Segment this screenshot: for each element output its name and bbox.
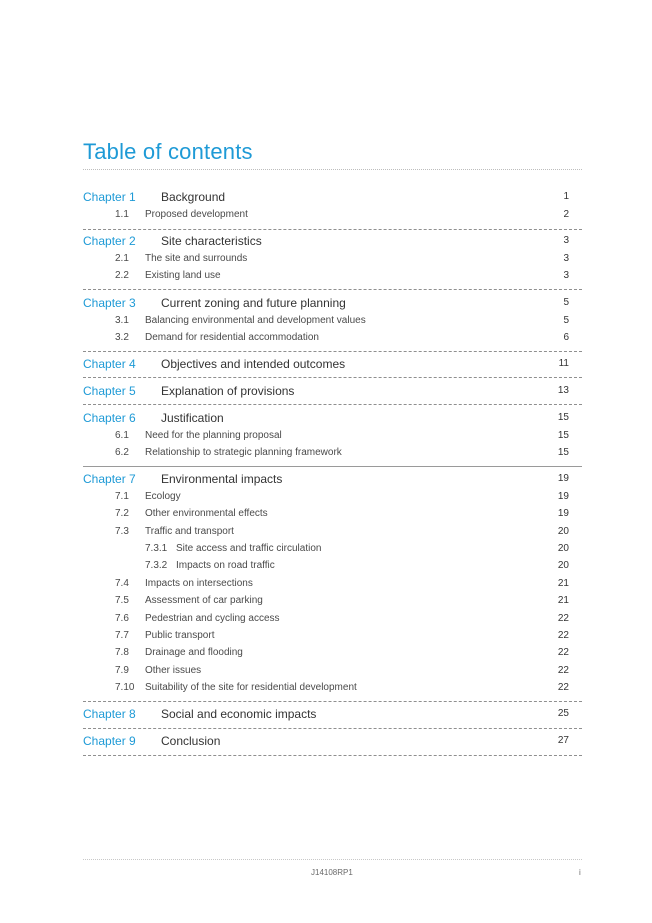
toc-entry-title: Impacts on intersections [145, 578, 253, 589]
toc-entry-title: Objectives and intended outcomes [161, 357, 346, 371]
toc-entry-title: Explanation of provisions [161, 384, 295, 398]
toc-entry-page: 22 [557, 613, 569, 624]
footer-rule [83, 859, 582, 860]
toc-entry-page: 27 [557, 735, 569, 746]
toc-entry-page: 3 [563, 235, 569, 246]
toc-entry-title: Traffic and transport [145, 526, 234, 537]
chapter-separator [83, 728, 582, 729]
toc-entry-title: Site access and traffic circulation [176, 543, 322, 554]
toc-entry-page: 15 [557, 412, 569, 423]
toc-entry-page: 25 [557, 708, 569, 719]
toc-entry-page: 20 [557, 526, 569, 537]
toc-entry-page: 11 [558, 358, 569, 369]
title-rule [83, 169, 582, 170]
toc-entry-page: 19 [557, 473, 569, 484]
toc-entry-title: Background [161, 190, 226, 204]
toc-entry-number: 7.10 [115, 682, 135, 693]
footer-page-number: i [579, 868, 581, 877]
toc-entry-title: Justification [161, 411, 224, 425]
chapter-separator [83, 466, 582, 467]
toc-entry-title: Need for the planning proposal [145, 430, 282, 441]
toc-entry-number: 1.1 [115, 209, 129, 220]
toc-entry-title: Relationship to strategic planning framework [145, 447, 342, 458]
toc-entry-number: 7.1 [115, 491, 129, 502]
toc-entry-title: Suitability of the site for residential development [145, 682, 357, 693]
toc-section-row[interactable] [83, 207, 569, 223]
toc-entry-page: 20 [557, 560, 569, 571]
toc-entry-page: 22 [557, 682, 569, 693]
toc-section-row[interactable] [83, 576, 569, 592]
toc-entry-page: 3 [563, 270, 569, 281]
toc-entry-number: Chapter 6 [83, 411, 136, 425]
toc-entry-title: Social and economic impacts [161, 707, 317, 721]
toc-chapter-row[interactable] [83, 410, 569, 426]
toc-entry-number: Chapter 7 [83, 472, 136, 486]
toc-entry-page: 13 [557, 385, 569, 396]
toc-section-row[interactable] [83, 330, 569, 346]
toc-entry-title: Demand for residential accommodation [145, 332, 319, 343]
toc-chapter-row[interactable] [83, 706, 569, 722]
toc-section-row[interactable] [83, 251, 569, 267]
footer-document-code: J14108RP1 [311, 868, 353, 877]
toc-entry-page: 5 [563, 315, 569, 326]
toc-subsection-row[interactable] [83, 558, 569, 574]
toc-section-row[interactable] [83, 524, 569, 540]
toc-entry-title: Assessment of car parking [145, 595, 263, 606]
toc-entry-page: 22 [557, 630, 569, 641]
chapter-separator [83, 289, 582, 290]
toc-entry-number: 7.3 [115, 526, 129, 537]
toc-entry-title: Other issues [145, 665, 202, 676]
toc-chapter-row[interactable] [83, 733, 569, 749]
toc-entry-title: Public transport [145, 630, 215, 641]
toc-section-row[interactable] [83, 428, 569, 444]
toc-section-row[interactable] [83, 680, 569, 696]
toc-section-row[interactable] [83, 663, 569, 679]
toc-entry-number: 2.1 [115, 253, 129, 264]
toc-entry-number: 6.1 [115, 430, 129, 441]
toc-entry-number: 3.1 [115, 315, 129, 326]
toc-section-row[interactable] [83, 628, 569, 644]
toc-entry-page: 21 [557, 595, 569, 606]
toc-entry-title: The site and surrounds [145, 253, 248, 264]
toc-entry-title: Other environmental effects [145, 508, 268, 519]
toc-chapter-row[interactable] [83, 233, 569, 249]
toc-section-row[interactable] [83, 268, 569, 284]
toc-entry-page: 15 [557, 430, 569, 441]
toc-entry-page: 20 [557, 543, 569, 554]
toc-chapter-row[interactable] [83, 189, 569, 205]
toc-entry-title: Pedestrian and cycling access [145, 613, 280, 624]
toc-entry-number: 7.3.2 [145, 560, 168, 571]
toc-section-row[interactable] [83, 506, 569, 522]
toc-entry-page: 22 [557, 665, 569, 676]
toc-entry-title: Ecology [145, 491, 181, 502]
toc-entry-number: 2.2 [115, 270, 129, 281]
toc-entry-page: 6 [563, 332, 569, 343]
toc-section-row[interactable] [83, 593, 569, 609]
toc-entry-number: 7.3.1 [145, 543, 168, 554]
toc-entry-number: 7.9 [115, 665, 129, 676]
toc-section-row[interactable] [83, 313, 569, 329]
toc-entry-number: Chapter 4 [83, 357, 136, 371]
toc-entry-number: 7.8 [115, 647, 129, 658]
chapter-separator [83, 701, 582, 702]
toc-entry-title: Proposed development [145, 209, 248, 220]
toc-entry-number: 7.5 [115, 595, 129, 606]
toc-entry-number: Chapter 8 [83, 707, 136, 721]
chapter-separator [83, 229, 582, 230]
chapter-separator [83, 377, 582, 378]
toc-entry-title: Drainage and flooding [145, 647, 243, 658]
toc-entry-page: 2 [563, 209, 569, 220]
toc-entry-number: 7.2 [115, 508, 129, 519]
toc-entry-number: 3.2 [115, 332, 129, 343]
toc-entry-number: Chapter 1 [83, 190, 136, 204]
toc-entry-title: Impacts on road traffic [176, 560, 275, 571]
toc-entry-page: 22 [557, 647, 569, 658]
toc-chapter-row[interactable] [83, 383, 569, 399]
toc-entry-number: Chapter 3 [83, 296, 136, 310]
toc-entry-number: 6.2 [115, 447, 129, 458]
chapter-separator [83, 404, 582, 405]
toc-entry-title: Existing land use [145, 270, 221, 281]
page-title: Table of contents [83, 139, 253, 164]
toc-section-row[interactable] [83, 489, 569, 505]
toc-entry-title: Current zoning and future planning [161, 296, 346, 310]
toc-entry-page: 21 [557, 578, 569, 589]
toc-section-row[interactable] [83, 611, 569, 627]
toc-entry-title: Site characteristics [161, 234, 262, 248]
toc-entry-number: 7.7 [115, 630, 129, 641]
toc-entry-number: Chapter 2 [83, 234, 136, 248]
toc-entry-page: 19 [557, 491, 569, 502]
toc-entry-title: Conclusion [161, 734, 221, 748]
toc-section-row[interactable] [83, 645, 569, 661]
toc-entry-number: 7.6 [115, 613, 129, 624]
toc-entry-number: Chapter 5 [83, 384, 136, 398]
chapter-separator [83, 351, 582, 352]
toc-entry-number: 7.4 [115, 578, 129, 589]
toc-entry-page: 19 [557, 508, 569, 519]
toc-chapter-row[interactable] [83, 295, 569, 311]
toc-chapter-row[interactable] [83, 356, 569, 372]
toc-chapter-row[interactable] [83, 471, 569, 487]
toc-entry-page: 1 [563, 191, 569, 202]
toc-entry-page: 3 [563, 253, 569, 264]
toc-entry-page: 15 [557, 447, 569, 458]
toc-entry-title: Balancing environmental and development values [145, 315, 366, 326]
chapter-separator [83, 755, 582, 756]
toc-section-row[interactable] [83, 445, 569, 461]
toc-subsection-row[interactable] [83, 541, 569, 557]
toc-entry-title: Environmental impacts [161, 472, 283, 486]
toc-entry-number: Chapter 9 [83, 734, 136, 748]
toc-entry-page: 5 [563, 297, 569, 308]
